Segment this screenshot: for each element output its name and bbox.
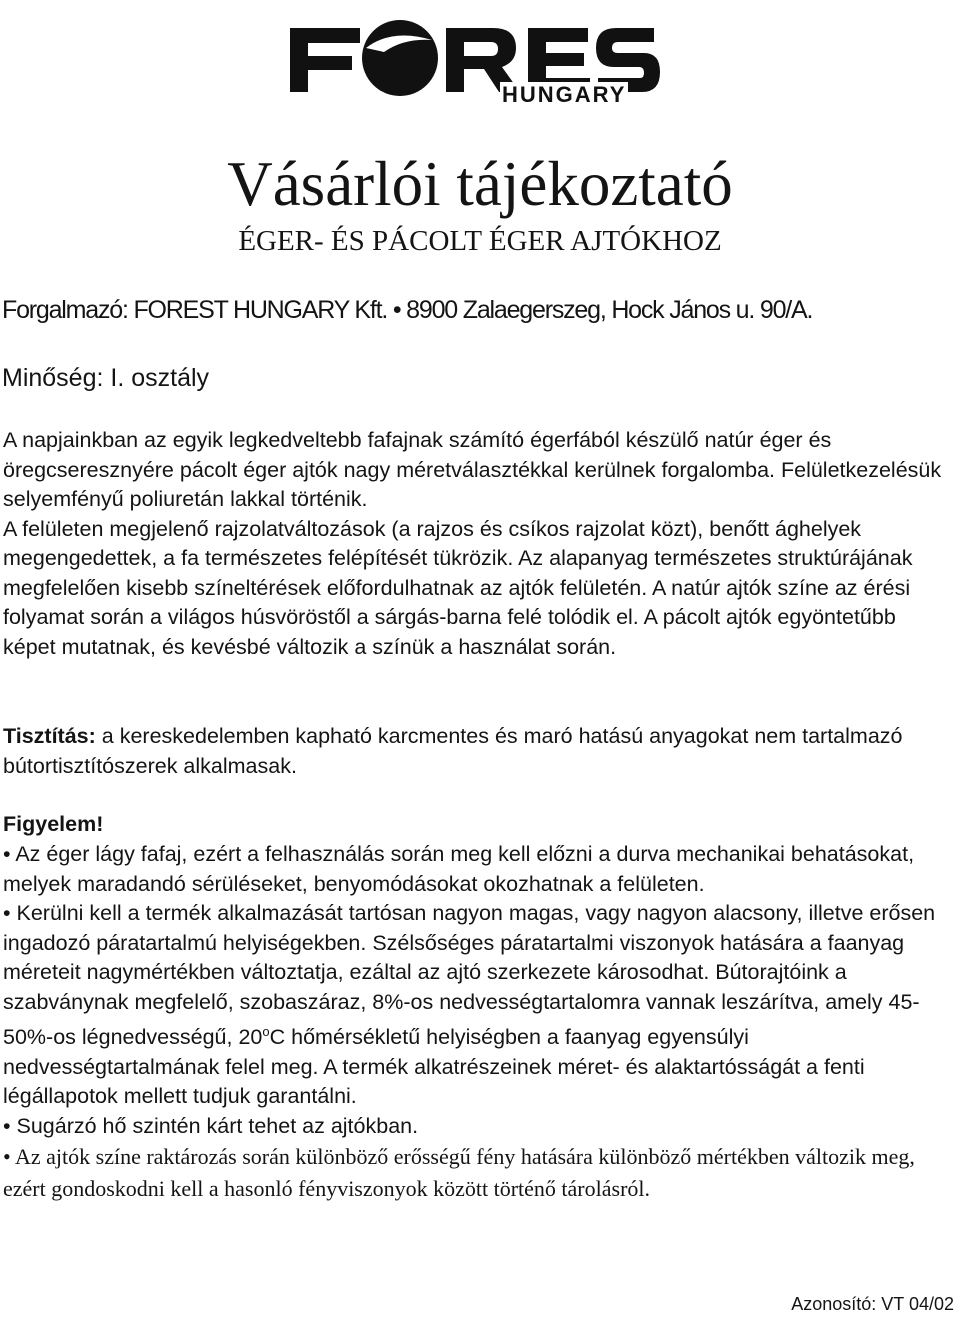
bullet-item-2-part-a: • Kerülni kell a termék alkalmazását tartósan nagyon magas, vagy nagyon alacsony, illetve erősen ingadozó páratartalmú helyiségekben. Szélsőséges páratartalmi viszonyok hatására a faanyag méreteit nagymértékben változtatja, ezáltal az ajtó szerkezete károsodhat. Bútorajtóink a szabványnak megfelelő, szobaszáraz, 8%-os nedvességtartalomra vannak leszárítva, amely 45-50%-os légnedvességű, 20	[3, 901, 936, 1050]
cleaning-label: Tisztítás:	[3, 724, 96, 748]
bullet-item-4: • Az ajtók színe raktározás során különböző erősségű fény hatására különböző mértékben változik meg, ezért gondoskodni kell a hasonló fényviszonyok között történő tárolásról.	[3, 1144, 915, 1202]
intro-section	[3, 426, 953, 662]
attention-heading: Figyelem!	[3, 812, 104, 836]
bullet-item-2	[3, 899, 953, 1112]
document-identifier: Azonosító: VT 04/02	[791, 1294, 954, 1314]
forest-hungary-logo	[288, 18, 678, 108]
bullet-item-2-part-b: C hőmérsékletű helyiségben a faanyag egyensúlyi nedvességtartalmának felel meg. A termék alkatrészeinek méret- és alaktartósságát a fenti légállapotok mellett tudjuk garantálni.	[3, 1025, 865, 1109]
degree-sup: o	[262, 1024, 270, 1039]
bullet-item-1: • Az éger lágy fafaj, ezért a felhasználás során meg kell előzni a durva mechanikai behatásokat, melyek maradandó sérüléseket, benyomódásokat okozhatnak a felületen.	[3, 842, 915, 896]
distributor-line: Forgalmazó: FOREST HUNGARY Kft. • 8900 Zalaegerszeg, Hock János u. 90/A.	[2, 296, 813, 324]
quality-line: Minőség: I. osztály	[2, 364, 210, 392]
page-title: Vásárlói tájékoztató	[227, 149, 733, 219]
logo-text-hungary: HUNGARY	[502, 82, 627, 107]
intro-paragraph-2: A felületen megjelenő rajzolatváltozások (a rajzos és csíkos rajzolat közt), benőtt ághelyek megengedettek, a fa természetes felépítését tükrözik. Az alapanyag természetes struktúrájának megfelelően kisebb színeltérések előfordulhatnak az ajtók felületén. A natúr ajtók színe az érési folyamat során a világos húsvöröstől a sárgás-barna felé tolódik el. A pácolt ajtók egyöntetűbb képet mutatnak, és kevésbé változik a színük a használat során.	[3, 516, 913, 659]
page-subtitle: ÉGER- ÉS PÁCOLT ÉGER AJTÓKHOZ	[238, 225, 722, 257]
cleaning-text: a kereskedelemben kapható karcmentes és maró hatású anyagokat nem tartalmazó bútortisztítószerek alkalmasak.	[3, 724, 903, 778]
cleaning-section	[3, 722, 953, 781]
attention-bullets	[3, 840, 953, 1205]
bullet-item-3: • Sugárzó hő szintén kárt tehet az ajtókban.	[3, 1113, 419, 1138]
intro-paragraph-1: A napjainkban az egyik legkedveltebb fafajnak számító égerfából készülő natúr éger és öregcseresznyére pácolt éger ajtók nagy méretválasztékkal kerülnek forgalomba. Felületkezelésük selyemfényű poliuretán lakkal történik.	[3, 428, 942, 511]
